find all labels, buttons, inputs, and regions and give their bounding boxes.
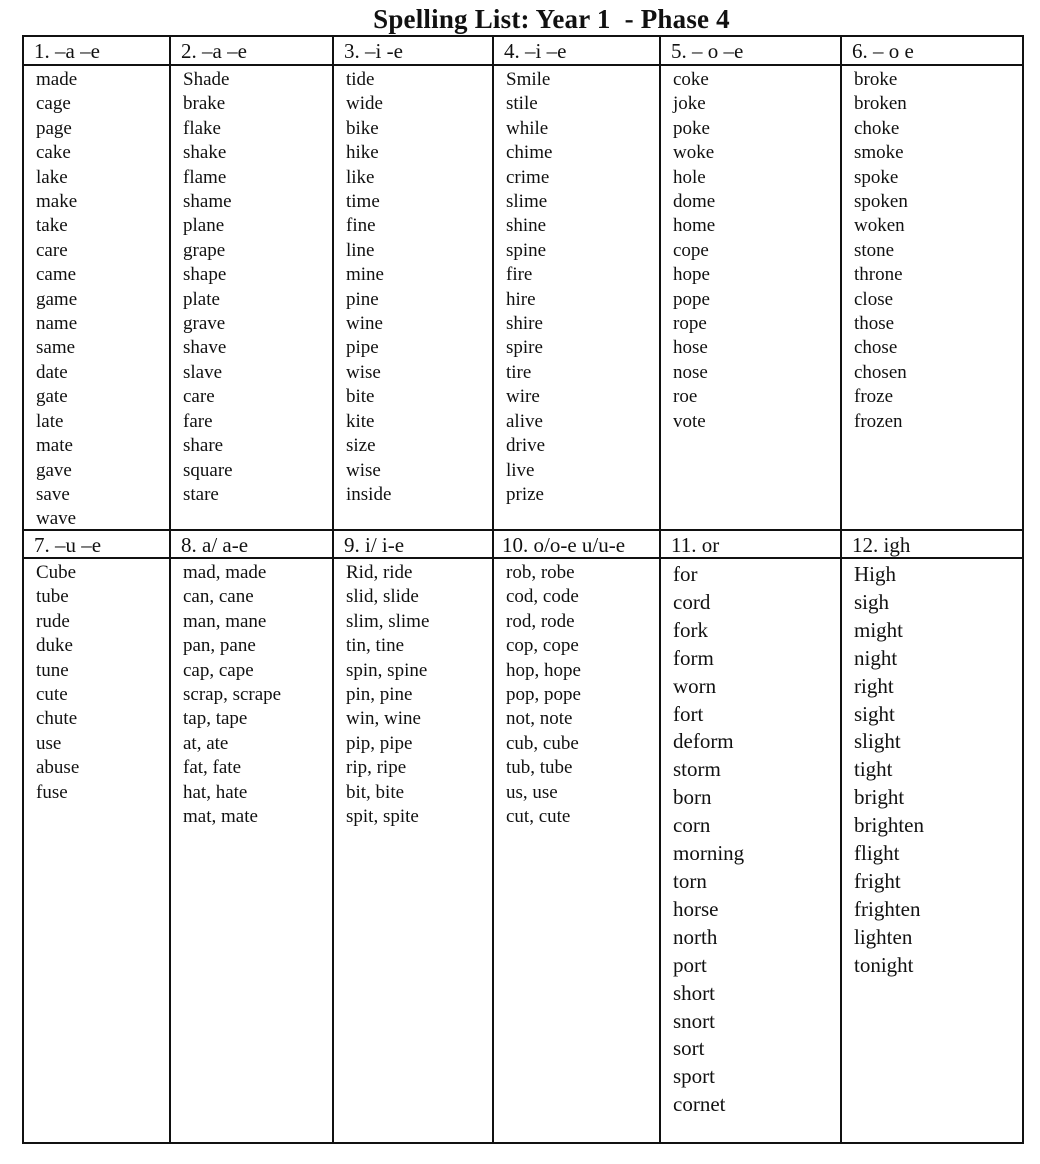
word-item: tight bbox=[854, 757, 893, 782]
word-item: rope bbox=[673, 313, 707, 335]
column-heading: 9. i/ i-e bbox=[344, 533, 405, 557]
column-heading: 8. a/ a-e bbox=[181, 533, 249, 557]
header-divider bbox=[22, 64, 1024, 66]
word-item: slave bbox=[183, 361, 223, 383]
word-item: rob, robe bbox=[506, 562, 575, 583]
word-item: bike bbox=[346, 117, 379, 139]
word-item: tide bbox=[346, 69, 375, 90]
word-item: spit, spite bbox=[346, 806, 419, 828]
word-item: spine bbox=[506, 239, 547, 261]
word-item: tune bbox=[36, 659, 69, 681]
word-item: pipe bbox=[346, 337, 379, 359]
word-item: nose bbox=[673, 361, 708, 383]
word-list bbox=[842, 561, 924, 980]
word-item: short bbox=[673, 980, 715, 1005]
word-item: morning bbox=[673, 841, 745, 866]
word-item: tap, tape bbox=[183, 708, 248, 730]
word-item: size bbox=[346, 435, 376, 457]
column-heading: 4. –i –e bbox=[504, 39, 567, 63]
word-item: sport bbox=[673, 1064, 715, 1089]
word-item: chosen bbox=[854, 361, 907, 383]
word-item: shame bbox=[183, 191, 232, 213]
word-item: scrap, scrape bbox=[183, 684, 282, 706]
word-item: pin, pine bbox=[346, 684, 413, 706]
word-item: home bbox=[673, 215, 716, 237]
word-item: mate bbox=[36, 435, 73, 457]
word-item: right bbox=[854, 673, 894, 698]
word-item: throne bbox=[854, 264, 903, 286]
word-item: lake bbox=[36, 166, 68, 188]
word-item: gave bbox=[36, 459, 72, 481]
word-item: cake bbox=[36, 142, 71, 164]
word-item: woken bbox=[854, 215, 905, 237]
word-item: choke bbox=[854, 117, 900, 139]
word-item: Rid, ride bbox=[346, 562, 413, 583]
word-item: cod, code bbox=[506, 586, 579, 608]
word-item: game bbox=[36, 288, 78, 310]
word-item: bite bbox=[346, 386, 375, 408]
word-item: duke bbox=[36, 635, 73, 657]
word-item: plate bbox=[183, 288, 220, 310]
word-list bbox=[334, 561, 429, 829]
word-item: square bbox=[183, 459, 233, 481]
word-list bbox=[171, 561, 281, 829]
word-item: drive bbox=[506, 435, 546, 457]
word-item: cut, cute bbox=[506, 806, 571, 828]
row-divider bbox=[22, 529, 1024, 531]
word-item: pan, pane bbox=[183, 635, 256, 657]
word-item: poke bbox=[673, 117, 710, 139]
word-item: worn bbox=[673, 673, 717, 698]
word-item: can, cane bbox=[183, 586, 254, 608]
word-item: alive bbox=[506, 410, 543, 432]
word-item: mat, mate bbox=[183, 806, 258, 828]
word-item: cage bbox=[36, 93, 71, 115]
word-item: not, note bbox=[506, 708, 573, 730]
word-item: pine bbox=[346, 288, 379, 310]
word-item: spoke bbox=[854, 166, 899, 188]
word-item: cord bbox=[673, 589, 711, 614]
word-list bbox=[334, 68, 391, 507]
word-item: take bbox=[36, 215, 68, 237]
word-item: grave bbox=[183, 313, 226, 335]
word-item: at, ate bbox=[183, 732, 229, 754]
word-item: might bbox=[854, 617, 904, 642]
column-heading: 3. –i -e bbox=[344, 39, 403, 63]
word-list bbox=[842, 68, 908, 434]
word-item: tire bbox=[506, 361, 532, 383]
word-item: bit, bite bbox=[346, 781, 405, 803]
word-item: cute bbox=[36, 684, 68, 706]
word-item: Cube bbox=[36, 562, 77, 583]
word-item: roe bbox=[673, 386, 698, 408]
word-item: gate bbox=[36, 386, 68, 408]
word-item: horse bbox=[673, 896, 719, 921]
word-item: broken bbox=[854, 93, 907, 115]
word-item: while bbox=[506, 117, 549, 139]
title-main: Spelling List: Year 1 bbox=[373, 4, 611, 34]
word-item: those bbox=[854, 313, 895, 335]
word-item: form bbox=[673, 645, 714, 670]
word-list bbox=[494, 68, 552, 507]
word-item: Shade bbox=[183, 69, 230, 90]
word-item: save bbox=[36, 483, 70, 505]
word-item: cornet bbox=[673, 1092, 726, 1117]
word-item: froze bbox=[854, 386, 894, 408]
word-item: hire bbox=[506, 288, 536, 310]
word-item: corn bbox=[673, 813, 711, 838]
word-item: cap, cape bbox=[183, 659, 254, 681]
word-item: frozen bbox=[854, 410, 903, 432]
word-item: brake bbox=[183, 93, 226, 115]
word-item: sight bbox=[854, 701, 895, 726]
word-item: brighten bbox=[854, 813, 924, 838]
word-item: pope bbox=[673, 288, 710, 310]
word-item: spoken bbox=[854, 191, 908, 213]
word-item: line bbox=[346, 239, 375, 261]
word-item: port bbox=[673, 952, 707, 977]
word-item: deform bbox=[673, 729, 734, 754]
word-item: north bbox=[673, 924, 718, 949]
word-item: prize bbox=[506, 483, 544, 505]
word-item: spire bbox=[506, 337, 543, 359]
word-item: shape bbox=[183, 264, 227, 286]
column-heading: 6. – o e bbox=[852, 39, 914, 63]
word-item: share bbox=[183, 435, 224, 457]
word-item: broke bbox=[854, 69, 898, 90]
word-item: shake bbox=[183, 142, 227, 164]
word-item: for bbox=[673, 562, 698, 586]
word-item: fine bbox=[346, 215, 376, 237]
word-item: fat, fate bbox=[183, 757, 242, 779]
word-item: smoke bbox=[854, 142, 904, 164]
word-item: rod, rode bbox=[506, 610, 575, 632]
word-item: cope bbox=[673, 239, 709, 261]
column-heading: 12. igh bbox=[852, 533, 911, 557]
word-item: pip, pipe bbox=[346, 732, 413, 754]
column-heading: 7. –u –e bbox=[34, 533, 102, 557]
word-item: fire bbox=[506, 264, 533, 286]
word-item: wide bbox=[346, 93, 383, 115]
word-item: wave bbox=[36, 508, 77, 530]
word-item: torn bbox=[673, 868, 707, 893]
word-item: slid, slide bbox=[346, 586, 419, 608]
word-item: hop, hope bbox=[506, 659, 581, 681]
word-item: rip, ripe bbox=[346, 757, 407, 779]
word-item: wise bbox=[346, 459, 381, 481]
word-item: use bbox=[36, 732, 62, 754]
word-item: spin, spine bbox=[346, 659, 428, 681]
word-item: fort bbox=[673, 701, 704, 726]
word-item: hike bbox=[346, 142, 379, 164]
column-heading: 11. or bbox=[671, 533, 720, 557]
word-item: abuse bbox=[36, 757, 80, 779]
word-item: care bbox=[183, 386, 215, 408]
word-item: hose bbox=[673, 337, 708, 359]
word-item: inside bbox=[346, 483, 392, 505]
word-item: sigh bbox=[854, 589, 890, 614]
word-item: fare bbox=[183, 410, 213, 432]
word-item: us, use bbox=[506, 781, 558, 803]
word-item: fright bbox=[854, 868, 901, 893]
word-item: cub, cube bbox=[506, 732, 579, 754]
word-item: Smile bbox=[506, 69, 551, 90]
word-list bbox=[171, 68, 233, 507]
word-item: shine bbox=[506, 215, 547, 237]
word-item: wine bbox=[346, 313, 383, 335]
word-item: stile bbox=[506, 93, 538, 115]
word-item: cop, cope bbox=[506, 635, 579, 657]
word-item: born bbox=[673, 785, 712, 810]
word-item: time bbox=[346, 191, 380, 213]
word-item: same bbox=[36, 337, 76, 359]
word-item: kite bbox=[346, 410, 375, 432]
word-item: chime bbox=[506, 142, 553, 164]
word-item: vote bbox=[673, 410, 706, 432]
word-item: dome bbox=[673, 191, 716, 213]
column-heading: 10. o/o-e u/u-e bbox=[502, 533, 626, 557]
column-heading: 1. –a –e bbox=[34, 39, 100, 63]
word-item: made bbox=[36, 69, 78, 90]
word-item: flake bbox=[183, 117, 221, 139]
word-item: fork bbox=[673, 617, 708, 642]
word-item: sort bbox=[673, 1036, 705, 1061]
word-item: came bbox=[36, 264, 77, 286]
word-item: crime bbox=[506, 166, 550, 188]
word-item: like bbox=[346, 166, 375, 188]
word-item: wise bbox=[346, 361, 381, 383]
word-item: fuse bbox=[36, 781, 68, 803]
word-item: slight bbox=[854, 729, 901, 754]
word-item: storm bbox=[673, 757, 721, 782]
word-item: hole bbox=[673, 166, 706, 188]
word-item: pop, pope bbox=[506, 684, 581, 706]
word-list bbox=[494, 561, 581, 829]
word-item: joke bbox=[673, 93, 706, 115]
word-list bbox=[661, 68, 715, 434]
word-item: chose bbox=[854, 337, 898, 359]
word-item: win, wine bbox=[346, 708, 421, 730]
word-item: close bbox=[854, 288, 894, 310]
word-item: frighten bbox=[854, 896, 921, 921]
word-item: flight bbox=[854, 841, 900, 866]
column-heading: 2. –a –e bbox=[181, 39, 247, 63]
word-list bbox=[24, 561, 79, 805]
word-item: name bbox=[36, 313, 78, 335]
word-item: rude bbox=[36, 610, 70, 632]
word-item: shire bbox=[506, 313, 543, 335]
title-phase: - Phase 4 bbox=[624, 4, 730, 34]
word-item: shave bbox=[183, 337, 227, 359]
word-item: date bbox=[36, 361, 68, 383]
word-item: stone bbox=[854, 239, 895, 261]
word-item: tube bbox=[36, 586, 69, 608]
word-item: man, mane bbox=[183, 610, 267, 632]
word-item: grape bbox=[183, 239, 226, 261]
word-list bbox=[661, 561, 744, 1119]
word-item: tin, tine bbox=[346, 635, 405, 657]
column-heading: 5. – o –e bbox=[671, 39, 744, 63]
word-item: late bbox=[36, 410, 64, 432]
word-item: slime bbox=[506, 191, 548, 213]
word-item: plane bbox=[183, 215, 225, 237]
word-item: mad, made bbox=[183, 562, 267, 583]
word-item: care bbox=[36, 239, 68, 261]
word-item: live bbox=[506, 459, 535, 481]
word-item: coke bbox=[673, 69, 709, 90]
word-item: High bbox=[854, 562, 896, 586]
word-item: make bbox=[36, 191, 78, 213]
word-item: chute bbox=[36, 708, 78, 730]
word-item: hat, hate bbox=[183, 781, 248, 803]
word-item: mine bbox=[346, 264, 384, 286]
word-item: bright bbox=[854, 785, 905, 810]
word-item: flame bbox=[183, 166, 227, 188]
word-item: night bbox=[854, 645, 898, 670]
word-item: woke bbox=[673, 142, 715, 164]
word-item: tonight bbox=[854, 952, 914, 977]
word-list bbox=[24, 68, 77, 532]
word-item: tub, tube bbox=[506, 757, 573, 779]
word-item: slim, slime bbox=[346, 610, 430, 632]
page-title bbox=[0, 2, 1040, 36]
word-item: lighten bbox=[854, 924, 913, 949]
word-item: wire bbox=[506, 386, 540, 408]
word-item: page bbox=[36, 117, 72, 139]
word-item: snort bbox=[673, 1008, 715, 1033]
word-item: hope bbox=[673, 264, 710, 286]
word-item: stare bbox=[183, 483, 219, 505]
